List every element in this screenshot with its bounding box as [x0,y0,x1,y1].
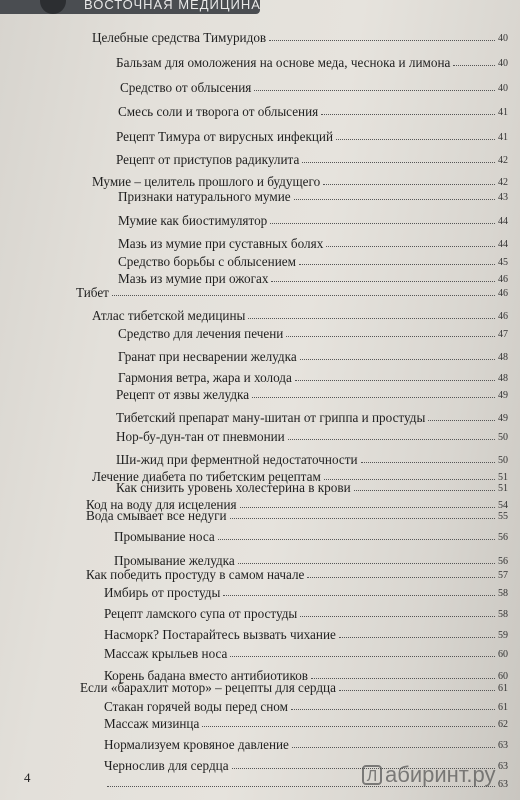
toc-entry-title: Корень бадана вместо антибиотиков [104,667,309,683]
toc-entry-page: 46 [498,274,508,285]
toc-entry-page: 63 [498,740,508,751]
toc-entry-page: 42 [498,177,508,188]
toc-entry-title: Массаж мизинца [104,715,200,731]
toc-dot-leader [218,538,495,540]
toc-entry [92,24,508,44]
toc-dot-leader [223,594,495,596]
toc-entry-page: 41 [498,132,508,143]
toc-entry-page: 40 [498,33,508,44]
toc-entry-page: 40 [498,58,508,69]
toc-entry [118,343,508,363]
toc-entry-title: Стакан горячей воды перед сном [104,698,288,714]
toc-entry [80,671,508,695]
toc-entry [118,207,508,227]
toc-entry [76,279,508,299]
toc-dot-leader [202,725,495,727]
toc-entry-page: 44 [498,216,508,227]
toc-entry-page: 56 [498,532,508,543]
toc-entry-title: Рецепт от приступов радикулита [116,151,300,167]
toc-entry-title: Тибет [76,284,109,300]
toc-dot-leader [326,245,495,247]
toc-entry-title: Имбирь от простуды [104,584,221,600]
toc-dot-leader [336,138,495,140]
toc-entry-title: Атлас тибетской медицины [92,307,246,323]
toc-entry-page: 49 [498,413,508,424]
toc-entry-title: Ши-жид при ферментной недостаточности [116,451,358,467]
toc-entry [104,621,508,641]
toc-entry-title: Смесь соли и творога от облысения [118,103,319,119]
toc-entry [118,183,508,203]
toc-entry-page: 63 [498,761,508,772]
toc-entry-page: 45 [498,257,508,268]
toc-entry [116,381,508,401]
toc-entry-title: Рецепт ламского супа от простуды [104,605,298,621]
toc-entry-page: 60 [498,671,508,682]
toc-entry [118,230,508,250]
toc-entry-title: Гармония ветра, жара и холода [118,369,292,385]
toc-dot-leader [269,39,495,41]
toc-entry-page: 47 [498,329,508,340]
toc-entry-page: 60 [498,649,508,660]
toc-entry-page: 48 [498,352,508,363]
toc-entry-page: 58 [498,588,508,599]
toc-entry [114,523,508,543]
toc-entry-title: Мумие как биостимулятор [118,212,268,228]
toc-dot-leader [300,358,495,360]
toc-entry-page: 50 [498,455,508,466]
toc-entry-page: 57 [498,570,508,581]
toc-entry-page: 63 [498,779,508,790]
toc-entry-page: 50 [498,432,508,443]
toc-dot-leader [302,161,495,163]
toc-entry-title: Промывание желудка [114,552,235,568]
toc-entry-title: Средство для лечения печени [118,325,284,341]
toc-entry-page: 58 [498,609,508,620]
toc-entry-title: Признаки натурального мумие [118,188,291,204]
toc-entry-page: 56 [498,556,508,567]
toc-entry-title: Как снизить уровень холестерина в крови [116,479,351,495]
toc-entry [104,640,508,660]
toc-entry-page: 61 [498,683,508,694]
toc-entry-title: Тибетский препарат ману-шитан от гриппа и простуды [116,409,426,425]
toc-entry-page: 42 [498,155,508,166]
toc-entry-title: Код на воду для исцеления [86,496,237,512]
toc-entry-title: Нор-бу-дун-тан от пневмонии [116,428,285,444]
toc-entry-page: 51 [498,483,508,494]
toc-entry [116,49,508,69]
toc-entry [86,561,508,581]
toc-entry-title: Массаж крыльев носа [104,645,228,661]
toc-entry [116,146,508,166]
toc-entry-page: 48 [498,373,508,384]
toc-entry-page: 43 [498,192,508,203]
toc-entry [116,404,508,424]
toc-entry-title: Средство борьбы с облысением [118,253,296,269]
toc-entry [116,423,508,443]
toc-dot-leader [230,517,495,519]
running-header-title: ВОСТОЧНАЯ МЕДИЦИНА [84,0,261,12]
toc-entry [92,302,508,322]
toc-entry-title: Гранат при несварении желудка [118,348,297,364]
toc-entry [118,98,508,118]
toc-dot-leader [294,198,495,200]
toc-entry-page: 40 [498,83,508,94]
toc-entry [116,123,508,143]
toc-entry [104,710,508,730]
toc-entry-title: Если «барахлит мотор» – рецепты для сердца [80,679,336,695]
watermark-logo [362,762,496,788]
toc-entry-title: Рецепт от язвы желудка [116,386,250,402]
toc-entry-title: Мазь из мумие при ожогах [118,270,269,286]
toc-entry [86,502,508,522]
watermark-text: абиринт.ру [385,762,496,787]
toc-dot-leader [286,335,495,337]
toc-entry-page: 61 [498,702,508,713]
toc-entry-title: Насморк? Постарайтесь вызвать чихание [104,626,336,642]
toc-entry-page: 55 [498,511,508,522]
toc-entry [120,74,508,94]
toc-entry-title: Промывание носа [114,528,215,544]
toc-dot-leader [307,576,495,578]
toc-dot-leader [254,89,495,91]
toc-entry-page: 59 [498,630,508,641]
toc-entry [118,320,508,340]
toc-dot-leader [292,746,495,748]
toc-entry [104,579,508,599]
toc-entry-title: Нормализуем кровяное давление [104,736,289,752]
toc-entry [104,731,508,751]
toc-entry-title: Рецепт Тимура от вирусных инфекций [116,128,334,144]
toc-entry-title: Мумие – целитель прошлого и будущего [92,173,321,189]
toc-dot-leader [428,419,495,421]
toc-dot-leader [339,689,495,691]
toc-entry-page: 46 [498,288,508,299]
toc-entry-page: 54 [498,500,508,511]
toc-dot-leader [230,655,495,657]
toc-entry-page: 49 [498,390,508,401]
toc-dot-leader [288,438,495,440]
toc-entry-title: Вода смывает все недуги [86,507,227,523]
labirint-logo-icon: Л [362,765,382,785]
page-number: 4 [24,770,31,785]
toc-entry-title: Как победить простуду в самом начале [86,566,305,582]
toc-entry-page: 44 [498,239,508,250]
toc-entry-page: 51 [498,472,508,483]
toc-dot-leader [248,317,495,319]
toc-entry-title: Лечение диабета по тибетским рецептам [92,468,321,484]
toc-entry-page: 41 [498,107,508,118]
toc-entry-title: Мазь из мумие при суставных болях [118,235,324,251]
toc-dot-leader [252,396,495,398]
toc-dot-leader [112,294,495,296]
toc-dot-leader [453,64,495,66]
toc-entry-title: Бальзам для омоложения на основе меда, чеснока и лимона [116,54,451,70]
toc-entry-title: Средство от облысения [120,79,252,95]
toc-entry-page: 46 [498,311,508,322]
toc-entry-title: Целебные средства Тимуридов [92,29,267,45]
toc-dot-leader [321,113,495,115]
toc-dot-leader [270,222,495,224]
toc-dot-leader [300,615,495,617]
toc-entry [104,600,508,620]
toc-dot-leader [339,636,495,638]
toc-entry-page: 62 [498,719,508,730]
toc-entry-title: Чернослив для сердца [104,757,229,773]
